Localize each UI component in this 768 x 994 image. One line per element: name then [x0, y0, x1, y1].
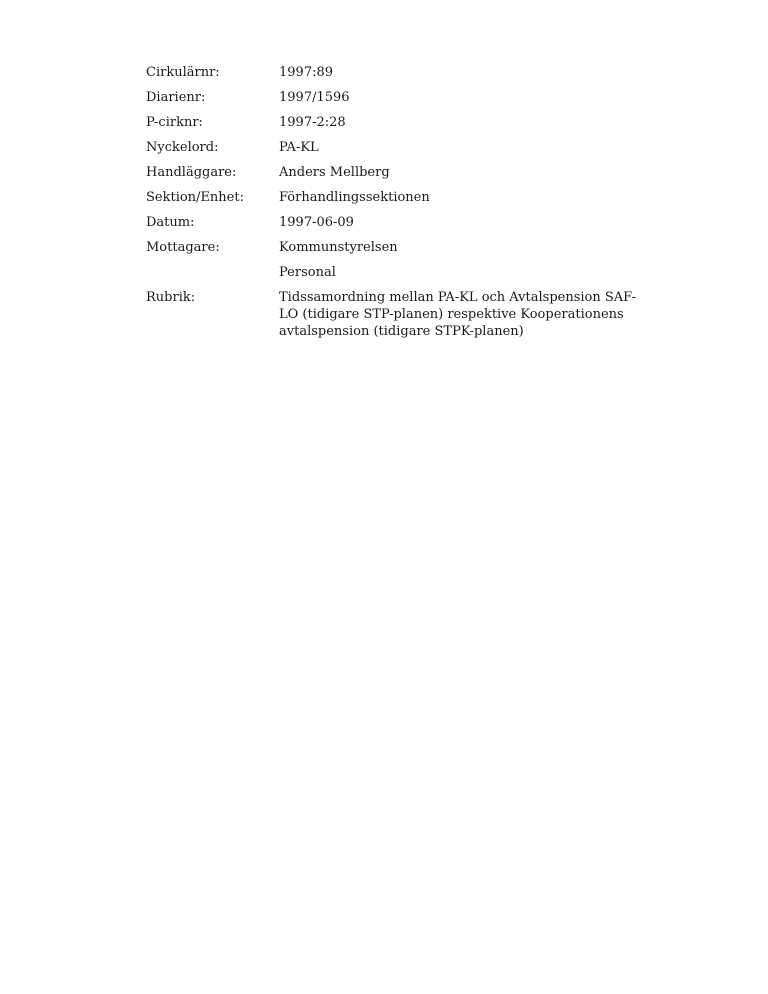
field-datum: [146, 214, 646, 231]
field-mottagare-cont: [146, 264, 646, 281]
rubrik-line: Tidssamordning mellan PA-KL och Avtalspension SAF-: [279, 290, 636, 305]
field-diarienr: [146, 89, 646, 106]
field-value: Personal: [279, 265, 336, 280]
field-value: 1997/1596: [279, 90, 350, 105]
field-label: Datum:: [146, 215, 195, 230]
field-label: Mottagare:: [146, 240, 220, 255]
field-label: Sektion/Enhet:: [146, 190, 244, 205]
field-label: P-cirknr:: [146, 115, 203, 130]
document-metadata: [146, 64, 646, 348]
field-label: Diarienr:: [146, 90, 206, 105]
field-label: Nyckelord:: [146, 140, 219, 155]
field-label: Rubrik:: [146, 290, 196, 305]
field-value: PA-KL: [279, 140, 319, 155]
rubrik-text: [279, 289, 646, 340]
field-p-cirknr: [146, 114, 646, 131]
field-handlaggare: [146, 164, 646, 181]
field-value: Förhandlingssektionen: [279, 190, 430, 205]
rubrik-line: LO (tidigare STP-planen) respektive Kooperationens: [279, 307, 624, 322]
field-nyckelord: [146, 139, 646, 156]
field-rubrik: [146, 289, 646, 340]
field-value: 1997-06-09: [279, 215, 354, 230]
field-cirkularnr: [146, 64, 646, 81]
field-label: Cirkulärnr:: [146, 65, 220, 80]
field-sektion-enhet: [146, 189, 646, 206]
field-label: Handläggare:: [146, 165, 237, 180]
field-value: Anders Mellberg: [279, 165, 390, 180]
field-value: 1997-2:28: [279, 115, 346, 130]
rubrik-line: avtalspension (tidigare STPK-planen): [279, 324, 524, 339]
field-value: Kommunstyrelsen: [279, 240, 398, 255]
field-value: 1997:89: [279, 65, 334, 80]
field-mottagare: [146, 239, 646, 256]
